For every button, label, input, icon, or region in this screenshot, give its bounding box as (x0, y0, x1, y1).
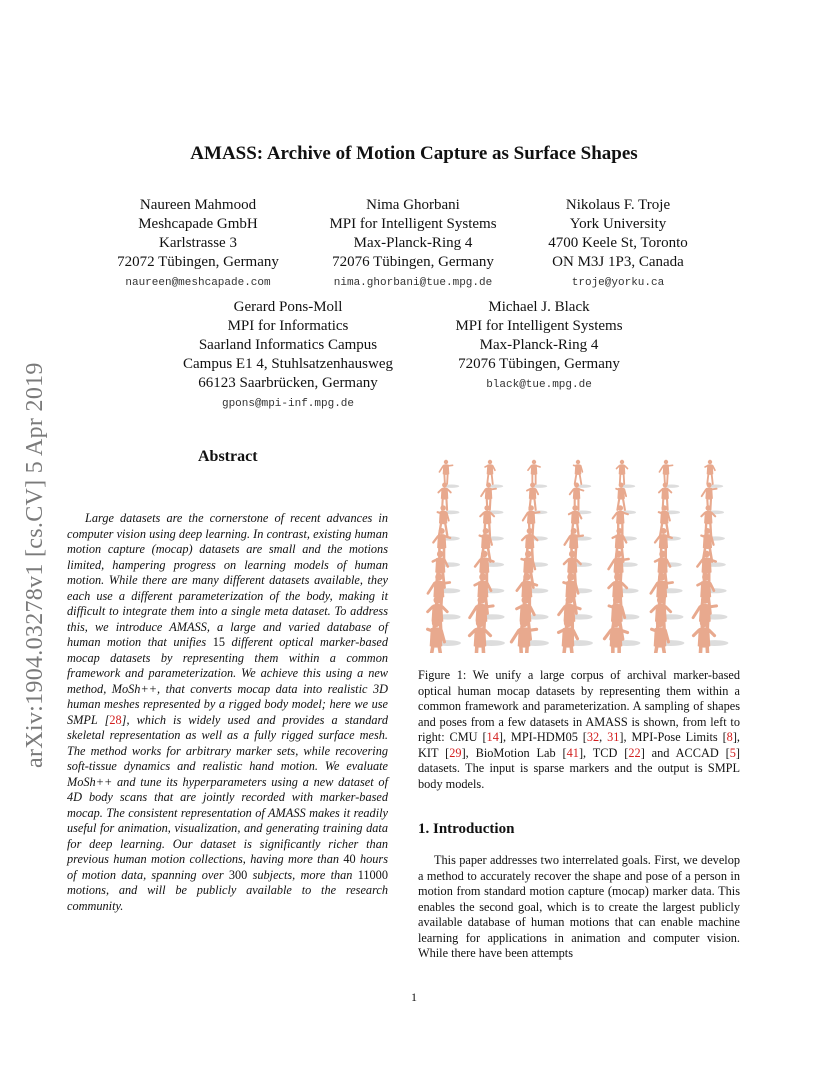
author-address: Campus E1 4, Stuhlsatzenhausweg (183, 356, 393, 372)
abstract-text: Large datasets are the cornerstone of recent advances in computer vision using deep learning. In contrast, existing human motion capture (mocap) datasets are small and the motions limited, hampering progress on learning models of human motion. While there are many different datasets available, they each use a different parameterization of the body, making it difficult to integrate them into a single meta dataset. To address this, we introduce AMASS, a large and varied database of human motion that unifies (67, 511, 388, 649)
author-affiliation: MPI for Intelligent Systems (455, 318, 623, 334)
abstract-heading: Abstract (198, 448, 258, 465)
body-figure (439, 460, 459, 488)
abstract-body (67, 511, 388, 914)
author-address: 72076 Tübingen, Germany (332, 254, 494, 270)
caption-text: ] and ACCAD [ (640, 745, 730, 760)
arxiv-id: arXiv:1904.03278v1 [cs.CV] 5 Apr 2019 (22, 362, 48, 768)
citation-link[interactable]: 8 (726, 730, 733, 744)
caption-text: ], MPI-HDM05 [ (498, 730, 587, 744)
author-affiliation: MPI for Intelligent Systems (329, 216, 497, 232)
author-block (168, 298, 408, 414)
author-address: 66123 Saarbrücken, Germany (198, 375, 378, 391)
citation-link[interactable]: 32 (586, 730, 600, 744)
author-name: Naureen Mahmood (139, 197, 257, 213)
author-name: Gerard Pons-Moll (233, 299, 343, 315)
author-block (98, 196, 298, 293)
author-email[interactable]: troje@yorku.ca (571, 277, 665, 289)
abstract-number: 15 (212, 635, 225, 649)
caption-text: ], BioMotion Lab [ (461, 745, 567, 760)
body-figure (470, 619, 506, 653)
author-email[interactable]: nima.ghorbani@tue.mpg.de (333, 277, 493, 289)
author-address: ON M3J 1P3, Canada (552, 254, 684, 270)
author-address: Max-Planck-Ring 4 (353, 235, 473, 251)
author-address: Max-Planck-Ring 4 (479, 337, 599, 353)
abstract-text: ], which is widely used and provides a standard skeletal representation as well as a fully rigged surface mesh. The method works for arbitrary marker sets, while recovering soft-tissue dynamics and realistic hand motion. We evaluate MoSh++ and tune its hyperparameters using a new dataset of 4D body scans that are jointly recorded with marker-based mocap. The consistent representation of AMASS makes it readily useful for animation, visualization, and generating training data for deep learning. Our dataset is significantly richer than previous human motion collections, having more than (67, 712, 388, 866)
author-block (436, 298, 642, 395)
abstract-text: subjects, more than (247, 867, 358, 882)
arxiv-stamp (14, 290, 54, 770)
figure-caption (418, 668, 740, 792)
citation-link[interactable]: 14 (486, 730, 499, 744)
caption-text: , (599, 730, 608, 744)
caption-text: ], KIT [ (418, 730, 740, 760)
citation-link[interactable]: 41 (566, 745, 579, 760)
author-affiliation: York University (569, 216, 667, 232)
caption-text: Figure 1: We unify a large corpus of archival marker-based optical human mocap datasets by representing them within a common framework and parameterization. A sampling of shapes and poses from a few datasets in AMASS is shown, from left to right: CMU [ (418, 668, 740, 744)
body-figure (659, 460, 679, 488)
page-number: 1 (411, 990, 417, 1004)
author-address: Saarland Informatics Campus (198, 337, 378, 353)
caption-text: ], MPI-Pose Limits [ (619, 730, 727, 744)
author-address: 72076 Tübingen, Germany (458, 356, 620, 372)
author-address: 72072 Tübingen, Germany (117, 254, 279, 270)
citation-link[interactable]: 28 (109, 712, 122, 727)
author-email[interactable]: gpons@mpi-inf.mpg.de (221, 398, 355, 410)
caption-text: ] datasets. The input is sparse markers and the output is SMPL body models. (418, 745, 740, 791)
author-email[interactable]: black@tue.mpg.de (486, 379, 592, 391)
paper-title: AMASS: Archive of Motion Capture as Surface Shapes (190, 143, 638, 164)
author-name: Nikolaus F. Troje (565, 197, 671, 213)
body-figure (559, 619, 594, 653)
abstract-text: different optical marker-based mocap datasets by representing them within a common framework and parameterization. We achieve this using a new method, MoSh++, that converts mocap data into realistic 3D human meshes represented by a rigged body model; here we use SMPL [ (67, 635, 388, 727)
citation-link[interactable]: 5 (729, 745, 736, 760)
author-email[interactable]: naureen@meshcapade.com (125, 277, 271, 289)
author-affiliation: Meshcapade GmbH (138, 216, 258, 232)
intro-body (418, 853, 740, 962)
citation-link[interactable]: 22 (628, 745, 641, 760)
author-affiliation: MPI for Informatics (227, 318, 349, 334)
section-heading: 1. Introduction (418, 821, 515, 837)
abstract-text: motions, and will be publicly available to the research community. (67, 883, 388, 913)
author-address: Karlstrasse 3 (159, 235, 237, 251)
body-figure (652, 619, 686, 653)
citation-link[interactable]: 29 (449, 745, 462, 760)
author-name: Michael J. Black (488, 299, 590, 315)
caption-text: ], TCD [ (578, 745, 629, 760)
author-block (310, 196, 516, 293)
abstract-text: hours of motion data, spanning over (67, 852, 388, 882)
author-block (528, 196, 708, 293)
figure-1-body-shapes (418, 448, 740, 653)
author-address: 4700 Keele St, Toronto (548, 235, 688, 251)
citation-link[interactable]: 31 (607, 730, 620, 744)
abstract-number: 300 (228, 867, 248, 882)
abstract-number: 40 (343, 852, 356, 866)
abstract-number: 11000 (357, 867, 388, 882)
intro-paragraph: This paper addresses two interrelated goals. First, we develop a method to accurately recover the shape and pose of a person in motion from standard motion capture (mocap) marker data. This enables the second goal, which is to create the largest publicly available database of human motions that can enable machine learning for applications in animation and computer vision. While there have been attempts (418, 853, 740, 960)
body-figure (694, 619, 730, 653)
body-figure (428, 619, 462, 653)
author-name: Nima Ghorbani (366, 197, 460, 213)
